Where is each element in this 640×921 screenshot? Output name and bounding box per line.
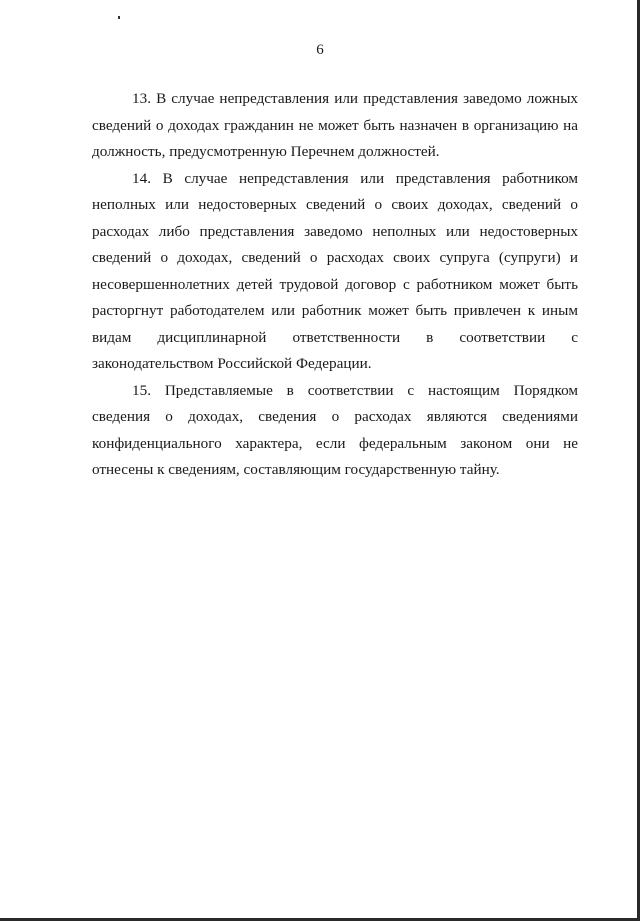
paragraph-15: 15. Представляемые в соответствии с настоящим Порядком сведения о доходах, сведения о расходах являются сведениями конфиденциального характера, если федеральным законом они не отнесены к сведениям, составляющим государственную тайну. xyxy=(92,381,578,478)
paragraph-13: 13. В случае непредставления или представления заведомо ложных сведений о доходах гражданин не может быть назначен в организацию на должность, предусмотренную Перечнем должностей. xyxy=(92,90,578,160)
scan-speck xyxy=(118,16,120,19)
paragraph-14: 14. В случае непредставления или представления работником неполных или недостоверных сведений о своих доходах, сведений о расходах либо представления заведомо неполных или недостоверных сведений о доходах, сведений о расходах своих супруга (супруги) и несовершеннолетних детей трудовой договор с работником может быть расторгнут работодателем или работник может быть привлечен к иным видам дисциплинарной ответственности в соответствии с законодательством Российской Федерации. xyxy=(92,169,578,372)
page-number: 6 xyxy=(316,42,324,58)
document-body xyxy=(92,86,578,484)
